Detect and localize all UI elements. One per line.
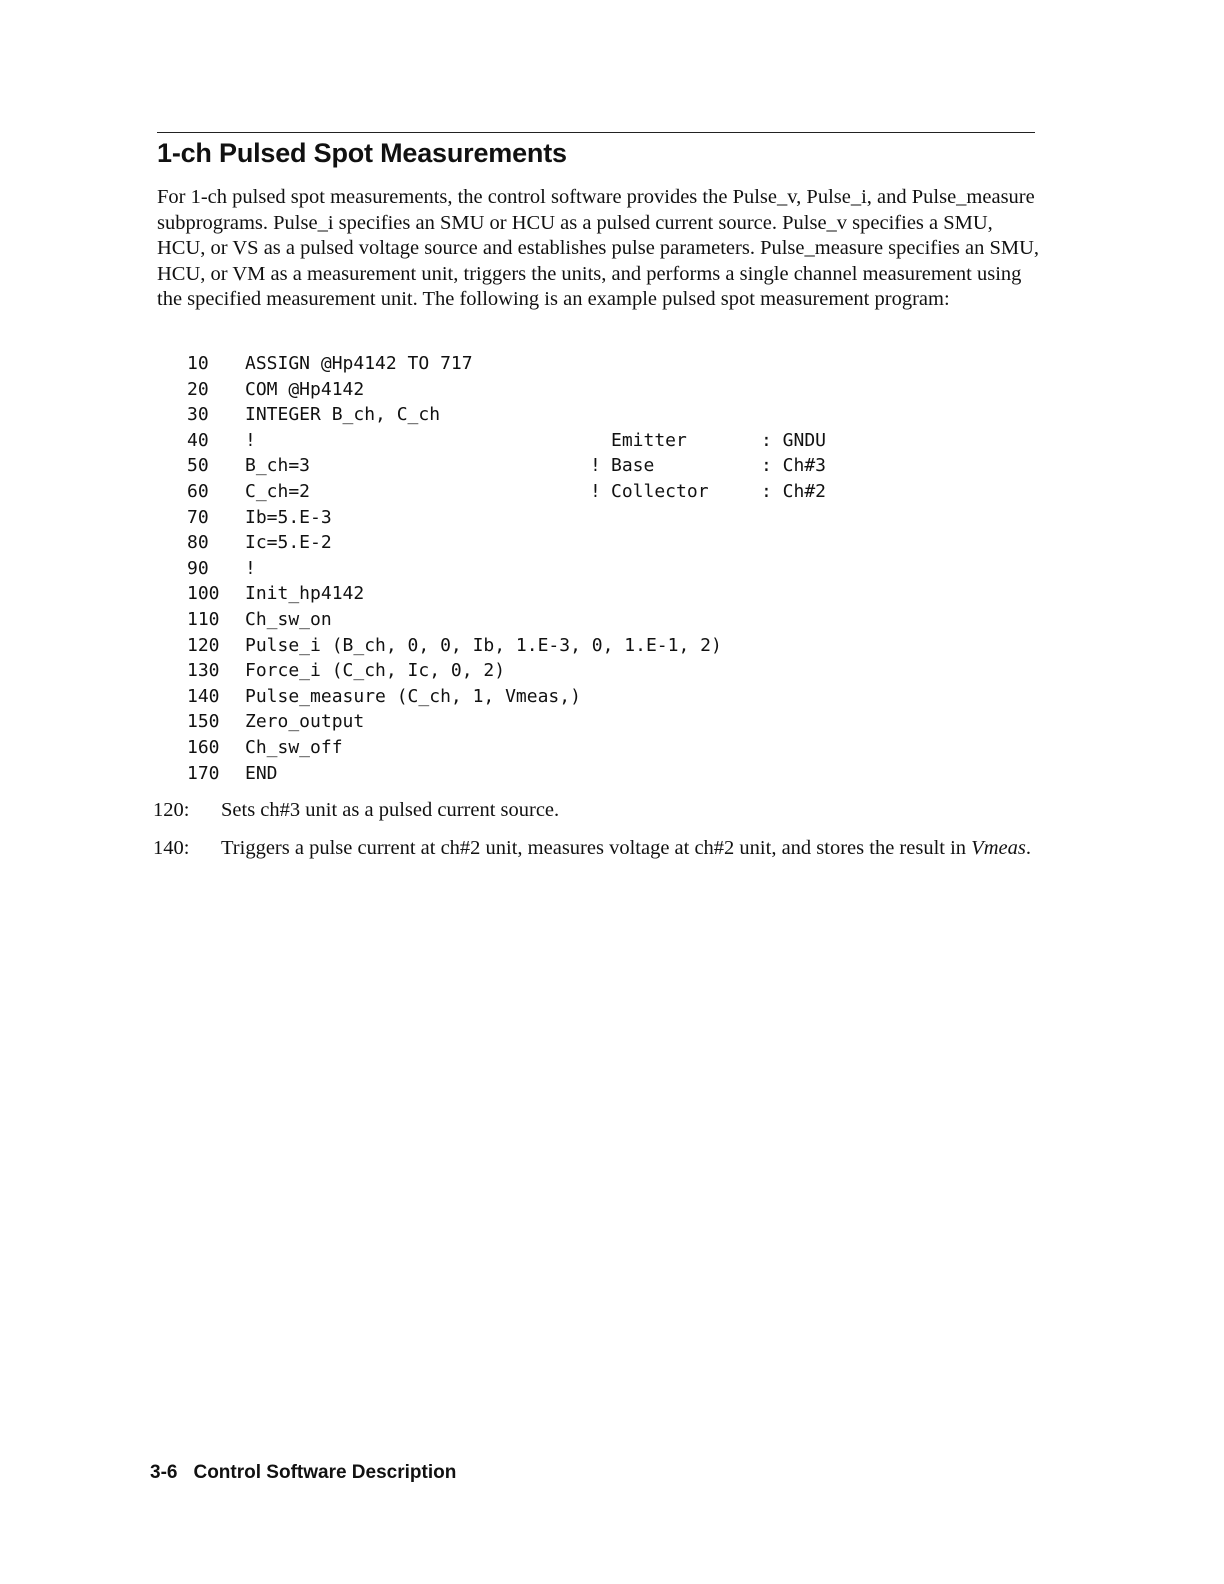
code-statement: B_ch=3 [245,455,311,477]
note-text [221,836,1043,862]
chapter-title: Control Software Description [193,1462,457,1483]
line-number: 170 [187,762,220,784]
code-line [187,530,887,556]
code-line [187,684,887,710]
line-number: 20 [187,378,209,400]
line-number: 140 [187,685,220,707]
code-statement: Ch_sw_off [245,736,343,758]
code-line [187,428,887,454]
note-line-ref: 140: [153,837,190,859]
note-tail: . [1025,837,1031,859]
line-number: 90 [187,557,209,579]
comment-label: Base [611,455,655,477]
code-line [187,556,887,582]
line-number: 110 [187,608,220,630]
code-line [187,479,887,505]
line-number: 50 [187,455,209,477]
line-number: 150 [187,711,220,733]
line-number: 40 [187,429,209,451]
note-text [221,798,1043,824]
line-number: 100 [187,583,220,605]
intro-paragraph: For 1-ch pulsed spot measurements, the control software provides the Pulse_v, Pulse_i, and Pulse_measure subprograms. Pulse_i specifies an SMU or HCU as a pulsed current source. Pulse_v specifies a SMU, HCU, or VS as a pulsed voltage source and establishes pulse parameters. Pulse_measure specifies an SMU, HCU, or VM as a measurement unit, triggers the units, and performs a single channel measurement using the specified measurement unit. The following is an example pulsed spot measurement program: [157,186,1040,310]
page-footer [150,1462,456,1484]
code-statement: Ch_sw_on [245,608,332,630]
code-statement: ! [245,557,256,579]
section-rule [157,132,1035,133]
code-line [187,581,887,607]
line-number: 70 [187,506,209,528]
note-body: Sets ch#3 unit as a pulsed current source. [221,799,560,821]
code-line [187,761,887,787]
line-number: 80 [187,532,209,554]
line-number: 130 [187,660,220,682]
line-note-140 [153,836,1043,862]
comment-value: : GNDU [761,429,827,451]
comment-mark: ! [590,480,601,502]
comment-mark: ! [590,455,601,477]
code-line [187,453,887,479]
program-listing [187,351,887,786]
code-line [187,658,887,684]
code-line [187,633,887,659]
code-statement: Ic=5.E-2 [245,532,332,554]
comment-value: : Ch#3 [761,455,827,477]
code-line [187,402,887,428]
code-line [187,607,887,633]
comment-label: Collector [611,480,709,502]
code-line [187,351,887,377]
note-body: Triggers a pulse current at ch#2 unit, measures voltage at ch#2 unit, and stores the result in [221,837,967,859]
code-line [187,505,887,531]
page-number: 3-6 [150,1462,178,1483]
code-statement: Force_i (C_ch, Ic, 0, 2) [245,660,506,682]
section-title: 1-ch Pulsed Spot Measurements [157,138,567,168]
code-line [187,377,887,403]
code-statement: Pulse_i (B_ch, 0, 0, Ib, 1.E-3, 0, 1.E-1, 2) [245,634,722,656]
code-statement: ASSIGN @Hp4142 TO 717 [245,353,473,374]
code-statement: Init_hp4142 [245,583,365,605]
comment-label: Emitter [611,429,687,451]
comment-value: : Ch#2 [761,480,827,502]
code-statement: END [245,762,278,784]
line-number: 60 [187,480,209,502]
line-note-120 [153,798,1043,824]
code-statement: INTEGER B_ch, C_ch [245,404,441,426]
code-statement: Ib=5.E-3 [245,506,332,528]
code-line [187,709,887,735]
note-variable: Vmeas [971,837,1026,859]
note-line-ref: 120: [153,799,190,821]
line-number: 160 [187,736,220,758]
code-statement: ! [245,429,256,451]
code-line [187,735,887,761]
line-number: 30 [187,404,209,426]
code-statement: COM @Hp4142 [245,378,365,400]
line-number: 10 [187,353,209,374]
line-number: 120 [187,634,220,656]
code-statement: Zero_output [245,711,365,733]
code-statement: C_ch=2 [245,480,311,502]
code-statement: Pulse_measure (C_ch, 1, Vmeas,) [245,685,581,707]
